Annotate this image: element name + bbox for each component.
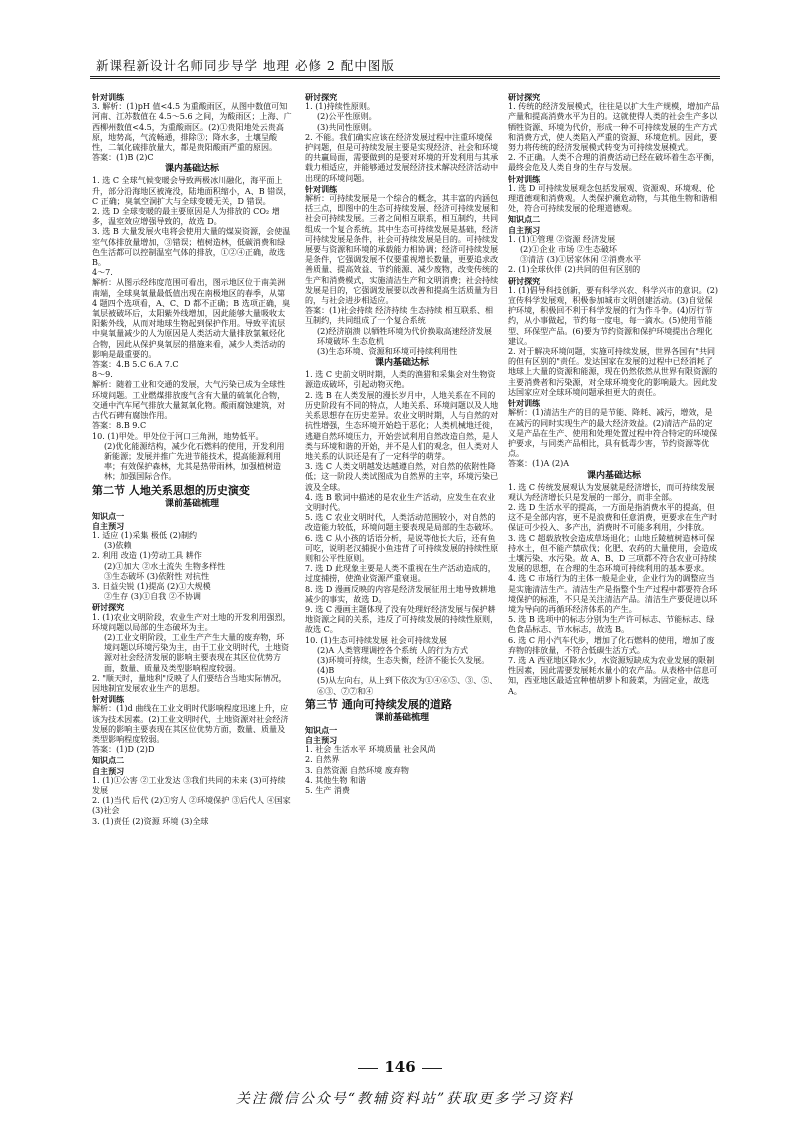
answer-line: (2)优化能源结构，减少化石燃料的使用，开发利用新能源；发展并推广先进节能技术，提高能源利用率；有效保护森林，尤其是热带雨林，加强植树造林；加强国际合作。 <box>104 441 285 482</box>
subsection-heading: 课内基础达标 <box>586 470 641 481</box>
answer-line: 3. 自然资源 自然环境 废弃物 <box>305 765 409 775</box>
label-heading: 自主预习 <box>305 734 338 745</box>
answer-line: 2. "顺天时，量地利"反映了人们要结合当地实际情况，因地制宜发展农业生产的思想。 <box>92 673 287 693</box>
answer-line: 2. 选 D 生活水平的提高，一方面是指消费水平的提高，但这不是全部内容，更不是浪费和任意消费，更要求在生产时保证可少投入、多产出，消费时不可能多利用，少排放。 <box>508 502 718 533</box>
answer-column-3 <box>508 92 720 1052</box>
answer-line: (2)①企业 市场 ②生态破坏 <box>520 245 617 255</box>
answer-line: 1. 选 D 可持续发展观念包括发展观、资源观、环境观、伦理道德观和消费观。人类保护濒危动物，与其他生物和谐相处，符合可持续发展的伦理道德观。 <box>508 183 718 214</box>
answer-line: 2. (1)全球伙伴 (2)共同的但有区别的 <box>508 265 641 275</box>
answer-line: 1. 传统的经济发展模式，往往是以扩大生产规模，增加产品产量和提高消费水平为目的。这就使得人类的社会生产多以牺牲资源、环境为代价，形成一种不可持续发展的生产方式和消费方式，使人类陷入严重的资源、环境危机。因此，要努力将传统的经济发展模式转变为可持续发展模式。 <box>508 102 720 153</box>
answer-line: 8～9. <box>92 370 113 380</box>
answer-line: 1. 选 C 史前文明时期，人类的渔猎和采集会对生物资源造成破坏，引起动物灭绝。 <box>305 370 496 390</box>
answer-line: ③清洁 (3)①居家休闲 ②消费水平 <box>520 255 642 265</box>
answer-line: (3)依赖 <box>104 541 132 551</box>
page-number-value: 146 <box>384 1058 416 1076</box>
answer-line: (2)公平性原则。 <box>317 112 377 122</box>
answer-line: 1. (1)农业文明阶段，农业生产对土地的开发利用强烈，环境问题以局部的生态破坏为主。 <box>92 612 291 632</box>
answer-line: 4. 其他生物 和谐 <box>305 775 367 785</box>
answer-line: 答案：4.B 5.C 6.A 7.C <box>92 360 179 370</box>
answer-line: (4)B <box>317 666 335 676</box>
subsection-heading: 课前基础梳理 <box>374 712 429 723</box>
answer-line: 答案：(1)B (2)C <box>92 153 154 163</box>
answer-line: (3)生态环境、资源和环境可持续利用性 <box>317 347 458 357</box>
answer-line: 2. 选 B 在人类发展的漫长岁月中，人地关系在不同的历史阶段有不同的特点，人地关系、环境问题以及人地关系思想存在历史差异。农业文明时期，人与自然的对抗性增强，生态环境开始趋于恶化；人类机械地迁徙，逃避自然环境压力，开始尝试利用自然改造自然，是人类与环境和谐的开始，并不是人们的观念，但人类对人地关系的认识还是有了一定科学的萌芽。 <box>305 390 499 461</box>
answer-line: 1. (1)①管理 ②资源 经济发展 <box>508 234 616 244</box>
answer-line: 答案：(1)D (2)D <box>92 745 155 755</box>
label-heading: 研讨探究 <box>92 602 125 613</box>
answer-line: 7. 选 D 此现象主要是人类不重视在生产活动造成的，过度捕捞，使渔业资源严重衰退。 <box>305 564 496 584</box>
page-number-dash-right <box>422 1068 442 1069</box>
answer-line: 3. 解析：(1)pH 值<4.5 为重酸雨区，从图中数值可知河南、江苏数值在 4.5～5.6 之间，为酸雨区；上海、广西柳州数值<4.5，为重酸雨区。(2)①贵阳地处云贵高原，地势高，气流畅通，排除③；降水多，土壤呈酸性，二氧化硫排放量大，都是贵阳酸雨严重的原因。 <box>92 102 292 153</box>
answer-line: 5. 选 C 农业文明时代，人类活动范围较小，对自然的改造能力较低，环境问题主要表现是局部的生态破坏。 <box>305 513 499 533</box>
subsection-heading: 课前基础梳理 <box>164 498 219 509</box>
answer-line: 答案：(1)社会持续 经济持续 生态持续 相互联系、相互制约，共同组成了一个复合系统 <box>305 306 494 326</box>
answer-line: 3. 选 C 超载放牧会造成草场退化；山地丘陵植树造林可保持水土，但不能产禁砍伐；化肥、农药的大量使用，会造成土壤污染、水污染。故 A、B、D 三项都不符合农业可持续发展的思想，在合理的生态环境可持续利用的基本要求。 <box>508 533 718 574</box>
label-heading: 知识点二 <box>92 755 125 766</box>
section-heading: 第二节 人地关系思想的历史演变 <box>92 483 250 497</box>
label-heading: 研讨探究 <box>305 92 338 102</box>
answer-line: 2. 选 D 全球变暖的最主要原因是人为排放的 CO₂ 增多，温室效应增强导致的，故选 D。 <box>92 207 280 227</box>
answer-line: (2)①加大 ②水土流失 生物多样性 <box>104 561 226 571</box>
subsection-heading: 课内基础达标 <box>374 358 429 369</box>
answer-line: (3)共同性原则。 <box>317 122 377 132</box>
label-heading: 自主预习 <box>92 520 125 531</box>
answer-line: 1. (1)倡导科技创新，要有科学兴农、科学兴市的意识。(2)宣传科学发展观，积极参加城市文明创建活动。(3)自觉保护环境，积极回不利于科学发展的行为作斗争。(4)厉行节约，从小事做起，节约每一度电，每一滴水。(5)使用节能型、环保型产品。(6)要为节约资源和保护环境提出合理化建议。 <box>508 285 719 346</box>
answer-line: 2. 不能。我们确实应该在经济发展过程中注重环境保护问题，但是可持续发展主要是实现经济、社会和环境的共赢局面，需要做到的是要对环境的开发利用与其承载力相适应，并能够通过发展经济技术解决经济活动中出现的环境问题。 <box>305 132 499 183</box>
answer-line: 7. 选 A 西亚地区降水少，水资源短缺成为农业发展的限制性因素，因此需要发展耗水量小的农产品。从表格中信息可知，西亚地区最适宜种植胡萝卜和菠菜，为固定业，故选 A。 <box>508 655 718 696</box>
answer-line: 6. 选 C 从小孩的话语分析，是说等他长大后，还有鱼可吃，说明老汉捕捉小鱼违背了可持续发展的持续性原则和公平性原则。 <box>305 533 499 563</box>
answer-line: 10. (1)生态可持续发展 社会可持续发展 <box>305 635 447 645</box>
label-heading: 知识点二 <box>508 214 541 225</box>
answer-line: 9. 选 C 漫画主题体现了没有处理好经济发展与保护耕地资源之间的关系，违反了可持续发展的持续性原则，故选 C。 <box>305 604 499 635</box>
answer-line: 1. 适应 (1)采集 极低 (2)制约 <box>92 530 198 540</box>
answer-line: 4. 选 C 市场行为的主体一般是企业，企业行为的调整应当是实施清洁生产。清洁生产是指整个生产过程中都要符合环境保护的标准，不只是关注清洁产品。清洁生产要促进以环境为导向的再循环经济体系的产生。 <box>508 574 718 614</box>
answer-line: 6. 选 C 用小汽车代步，增加了化石燃料的使用，增加了废弃物的排放量，不符合低碳生活方式。 <box>508 635 715 655</box>
header-rule <box>90 76 720 79</box>
answer-line: 解析：随着工业和交通的发展，大气污染已成为全球性环境问题。工业燃煤排放废气含有大量的硫氧化合物，交通中汽车尾气排放大量氮氧化物。酸雨腐蚀建筑，对古代石碑有腐蚀作用。 <box>92 380 286 421</box>
label-heading: 针对训练 <box>508 173 541 184</box>
answer-line: 答案：(1)A (2)A <box>508 459 570 469</box>
label-heading: 自主预习 <box>92 765 125 776</box>
answer-line: 1. (1)①公害 ②工业发达 ③我们共同的未来 (3)可持续发展 <box>92 775 286 795</box>
answer-line: 2. (1)当代 后代 (2)①穷人 ②环境保护 ③后代人 ④国家 (3)社会 <box>92 796 291 816</box>
answer-line: 2. 对于解决环境问题，实施可持续发展，世界各国有"共同的但有区别的"责任。发达国家在发展的过程中已经消耗了地球上大量的资源和能源，现在仍然依然从世界有限资源的主要消费者和污染源，对全球环境变化的影响最大。因此发达国家应对全球环境问题承担更大的责任。 <box>508 347 718 397</box>
label-heading: 知识点一 <box>305 724 338 735</box>
answer-line: (2)A 人类管理调控各个系统 人的行为方式 <box>317 645 469 655</box>
answer-line: 解析：(1)清洁生产的目的是节能、降耗、减污，增效，是在减污的同时实现生产的最大经济效益。(2)清洁产品的定义是产品在生产、使用和处理处置过程中符合特定的环境保护要求，与同类产品相比，具有低毒少害，节约资源等优点。 <box>508 408 718 459</box>
answer-line: 1. 社会 生活水平 环境质量 社会风尚 <box>305 745 436 755</box>
answer-line: 2. 利用 改造 (1)劳动工具 耕作 <box>92 551 202 561</box>
answer-line: ③生态破坏 (3)依附性 对抗性 <box>104 571 210 581</box>
answer-line: 1. 选 C 传统发展观认为发展就是经济增长，而可持续发展观认为经济增长只是发展的一部分，而非全部。 <box>508 482 715 502</box>
label-heading: 针对训练 <box>305 183 338 194</box>
answer-line: 答案：8.B 9.C <box>92 421 147 431</box>
answer-line: (3)环境可持续，生态失衡，经济不能长久发展。 <box>317 655 490 665</box>
answer-line: 10. (1)甲处。甲处位于河口三角洲，地势低平。 <box>92 431 264 441</box>
answer-line: (2)经济崩溃 以牺牲环境为代价换取高速经济发展 环境破坏 生态危机 <box>317 326 492 346</box>
answer-line: 8. 选 D 漫画反映的内容是经济发展征用土地导致耕地减少的事实，故选 D。 <box>305 584 496 604</box>
answer-line: (2)工业文明阶段，工业生产产生大量的废弃物，环境问题以环境污染为主，由于工业文明时代，土地资源对社会经济发展的影响主要表现在其区位优势方面，数量、质量及类型影响程度较弱。 <box>104 632 290 673</box>
running-header: 新课程新设计名师同步导学 地理 必修 2 配中图版 <box>96 58 395 73</box>
label-heading: 针对训练 <box>92 92 125 102</box>
answer-line: (5)从左向右，从上到下依次为①④⑥⑤、③、⑤、⑥③、⑦⑦和④ <box>317 676 498 696</box>
answer-column-1 <box>92 92 292 1052</box>
section-heading: 第三节 通向可持续发展的道路 <box>305 697 452 711</box>
answer-column-2 <box>305 92 499 1052</box>
label-heading: 研讨探究 <box>508 275 541 286</box>
answer-line: ②生存 (3)①自我 ②不协调 <box>104 592 201 602</box>
subsection-heading: 课内基础达标 <box>164 164 219 175</box>
answer-line: 解析：从图示经纬度范围可看出，图示地区位于南美洲南端，全球臭氧量最低值出现在南极地区的春季，从第 4 题四个选项看，A、C、D 都不正确；B 选项正确，臭氧层被破坏后，太阳紫外线增加，因此能够大量吸收太阳紫外线，从而对地球生物起到保护作用。导致平流层中臭氧量减少的人为原因是人类活动大量排放氯氟烃化合物，因此从保护臭氧层的措施来看，减少人类活动的影响是最重要的。 <box>92 278 291 359</box>
answer-line: 3. 选 C 人类文明越发达越遵自然，对自然的依附性降低；这一阶段人类试图成为自然界的主宰，环境污染已波及全球。 <box>305 462 499 492</box>
answer-line: 5. 生产 消费 <box>305 786 350 795</box>
answer-line: 4. 选 B 歌词中描述的是农业生产活动，应发生在农业文明时代。 <box>305 492 496 512</box>
answer-line: 解析：(1)d 曲线在工业文明时代影响程度迅速上升，应该为技术因素。(2)工业文明时代，土地资源对社会经济发展的影响主要表现在其区位优势方面，数量、质量及类型影响程度较弱。 <box>92 704 289 744</box>
page-number-dash-left <box>358 1068 378 1069</box>
label-heading: 知识点一 <box>92 510 125 521</box>
answer-line: 2. 自然界 <box>305 755 340 765</box>
answer-line: 3. 选 B 大量发展火电将会使用大量的煤炭资源，会使温室气体排放量增加，③错误；植树造林，低碳消费和绿色生活都可以控制温室气体的排放，①②④正确，故选 B。 <box>92 227 291 268</box>
answer-line: 5. 选 B 选项中的标志分别为生产许可标志、节能标志、绿色食品标志、节水标志，故选 B。 <box>508 615 715 635</box>
answer-line: 4～7. <box>92 268 113 278</box>
label-heading: 自主预习 <box>508 224 541 235</box>
answer-line: 解析：可持续发展是一个综合的概念，其丰富的内涵包括三点，即图中的生态可持续发展、经济可持续发展和社会可持续发展。三者之间相互联系，相互制约，共同组成一个复合系统。其中生态可持续发展是基础，经济可持续发展是条件，社会可持续发展是目的。可持续发展要与资源和环境的承载能力相协调；经济可持续发展是条件，它强调发展不仅要重视增长数量，更要追求改善质量、提高效益、节约能源、减少废物，改变传统的生产和消费模式，实施清洁生产和文明消费；社会持续发展是目的，它强调发展要以改善和提高生活质量为目的，与社会进步相适应。 <box>305 194 499 306</box>
answer-line: 1. (1)持续性原则。 <box>305 102 375 112</box>
label-heading: 针对训练 <box>92 694 125 705</box>
answer-line: 3. (1)责任 (2)资源 环境 (3)全球 <box>92 816 209 826</box>
answer-line: 3. 日益尖锐 (1)提高 (2)①大规模 <box>92 581 211 591</box>
label-heading: 研讨探究 <box>508 92 541 102</box>
answer-line: 2. 不正确。人类不合理的消费活动已经在破坏着生态平衡，最终会危及人类自身的生存与发展。 <box>508 153 720 173</box>
label-heading: 针对训练 <box>508 398 541 409</box>
footer-note: 关注微信公众号“教辅资料站”获取更多学习资料 <box>235 1091 575 1107</box>
answer-line: 1. 选 C 全球气候变暖会导致两极冰川融化，海平面上升，部分沿海地区被淹没，陆地面积缩小，A、B 错误，C 正确；臭氧空洞扩大与全球变暖无关，D 错误。 <box>92 176 292 206</box>
page-number <box>340 1058 460 1076</box>
